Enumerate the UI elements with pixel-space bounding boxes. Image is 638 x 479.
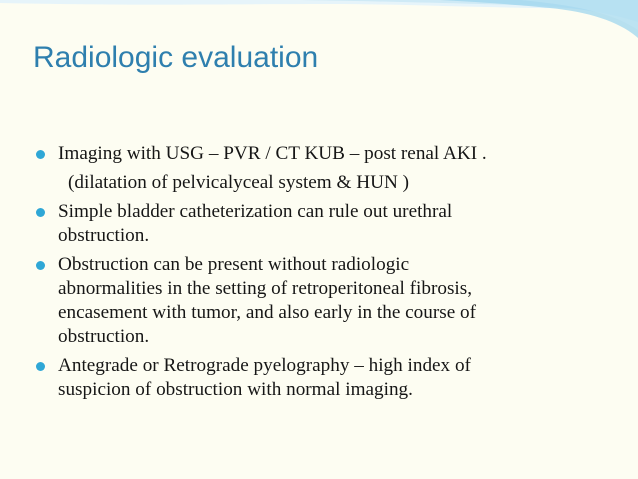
list-item-text: Antegrade or Retrograde pyelography – high index of: [58, 355, 471, 376]
list-item: [36, 200, 626, 248]
list-item: [36, 354, 626, 402]
list-item-text: Imaging with USG – PVR / CT KUB – post renal AKI .: [58, 143, 487, 164]
list-item-text: obstruction.: [58, 225, 150, 246]
list-item: [36, 142, 626, 166]
bullet-list: [36, 142, 626, 402]
bullet-icon: [36, 208, 45, 217]
bullet-icon: [36, 150, 45, 159]
list-item-text: abnormalities in the setting of retroperitoneal fibrosis,: [58, 278, 473, 299]
bullet-icon: [36, 362, 45, 371]
list-item-text: Simple bladder catheterization can rule out urethral: [58, 201, 453, 222]
list-item-text: Obstruction can be present without radiologic: [58, 254, 410, 275]
list-item-text: suspicion of obstruction with normal imaging.: [58, 379, 413, 400]
list-item-text: obstruction.: [58, 326, 150, 347]
slide-title: Radiologic evaluation: [33, 41, 319, 74]
wave-decoration: [0, 0, 638, 40]
list-item: [36, 253, 626, 349]
bullet-icon: [36, 261, 45, 270]
list-item-subtext: (dilatation of pelvicalyceal system & HUN ): [68, 172, 410, 193]
list-item-text: encasement with tumor, and also early in the course of: [58, 302, 477, 323]
